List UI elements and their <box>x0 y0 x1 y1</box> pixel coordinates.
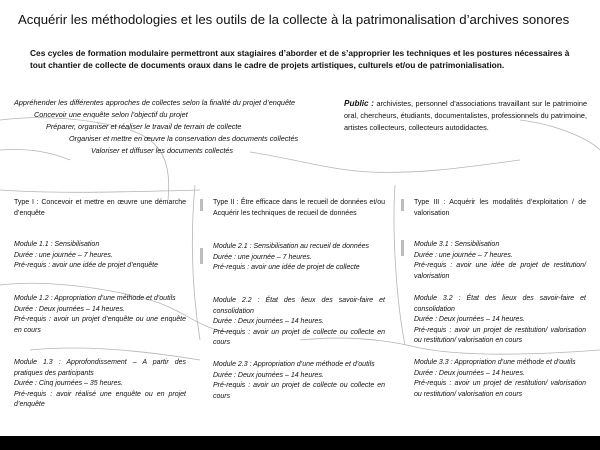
module-prerequisite: Pré-requis : avoir un projet de collecte ou collecte en cours <box>213 328 385 346</box>
module-1-2 <box>14 294 186 336</box>
module-title: Module 1.3 : Approfondissement – A partir des pratiques des participants <box>14 359 186 377</box>
module-duration: Durée : Deux journées – 14 heures. <box>414 369 525 377</box>
module-duration: Durée : une journée – 7 heures. <box>213 253 312 261</box>
column-title: Type II : Être efficace dans le recueil de données et/ou Acquérir les techniques de recueil de données <box>213 199 385 217</box>
module-3-3 <box>414 358 586 400</box>
module-title: Module 3.3 : Appropriation d’une méthode et d’outils <box>414 359 576 366</box>
module-prerequisite: Pré-requis : avoir réalisé une enquête ou en projet d’enquête <box>14 390 186 408</box>
module-title: Module 2.3 : Appropriation d’une méthode et d’outils <box>213 361 375 368</box>
objective-item: Préparer, organiser et réaliser le travail de terrain de collecte <box>46 122 242 131</box>
column-bar <box>200 248 203 264</box>
module-prerequisite: Pré-requis : avoir un projet d’enquête ou une enquête en cours <box>14 316 186 334</box>
module-prerequisite: Pré-requis : avoir une idée de projet de collecte <box>213 264 360 271</box>
module-title: Module 2.1 : Sensibilisation au recueil de données <box>213 243 370 250</box>
objective-item: Concevoir une enquête selon l’objectif du projet <box>34 110 188 119</box>
column-bar <box>401 240 404 256</box>
module-1-1 <box>14 240 186 272</box>
column-title: Type I : Concevoir et mettre en œuvre une démarche d’enquête <box>14 199 186 217</box>
module-3-1 <box>414 240 586 282</box>
module-1-3 <box>14 358 186 411</box>
public-paragraph <box>344 98 587 134</box>
intro-paragraph: Ces cycles de formation modulaire permettront aux stagiaires d’aborder et de s’approprier les techniques et les postures nécessaires à tout chantier de collecte de documents oraux dans le cadre de projets artistiques, culturels et/ou de patrimonialisation. <box>30 48 570 70</box>
module-prerequisite: Pré-requis : avoir un projet de collecte ou collecte en cours <box>213 382 385 400</box>
column-type-3 <box>414 198 586 398</box>
module-duration: Durée : une journée – 7 heures. <box>14 251 113 259</box>
module-duration: Durée : une journée – 7 heures. <box>414 251 513 259</box>
module-title: Module 2.2 : État des lieux des savoir-faire et consolidation <box>213 297 385 315</box>
column-bar <box>200 199 203 211</box>
column-type-1 <box>14 198 186 408</box>
page-title: Acquérir les méthodologies et les outils de la collecte à la patrimonalisation d’archives sonores <box>18 12 570 27</box>
objectives-list <box>14 97 344 157</box>
module-3-2 <box>414 294 586 347</box>
module-duration: Durée : Deux journées – 14 heures. <box>213 371 324 379</box>
public-label: Public : <box>344 99 375 108</box>
module-title: Module 3.2 : État des lieux des savoir-faire et consolidation <box>414 295 586 313</box>
decor-curve <box>192 185 200 340</box>
module-duration: Durée : Cinq journées – 35 heures. <box>14 380 123 387</box>
objective-item: Organiser et mettre en œuvre la conservation des documents collectés <box>69 134 299 143</box>
module-prerequisite: Pré-requis : avoir une idée de projet de restitution/ valorisation <box>414 262 586 280</box>
module-2-1 <box>213 242 385 274</box>
public-text: archivistes, personnel d’associations travaillant sur le patrimoine oral, chercheurs, étudiants, documentalistes, professionnels du patrimoine, artistes collecteurs, collecteurs autodidactes. <box>344 99 588 132</box>
module-prerequisite: Pré-requis : avoir un projet de restitution/ valorisation ou restitution/ valorisation en cours <box>414 380 586 398</box>
module-title: Module 3.1 : Sensibilisation <box>414 241 500 248</box>
column-type-2 <box>213 198 385 400</box>
module-title: Module 1.2 : Appropriation d’une méthode et d’outils <box>14 295 176 302</box>
module-2-2 <box>213 296 385 349</box>
module-2-3 <box>213 360 385 402</box>
module-title: Module 1.1 : Sensibilisation <box>14 241 100 248</box>
module-prerequisite: Pré-requis : avoir une idée de projet d’enquête <box>14 262 158 269</box>
column-title: Type III : Acquérir les modalités d’exploitation / de valorisation <box>414 199 586 217</box>
module-duration: Durée : Deux journées – 14 heures. <box>414 316 525 323</box>
column-bar <box>401 199 404 211</box>
module-duration: Durée : Deux journées – 14 heures. <box>14 305 125 313</box>
objective-item: Appréhender les différentes approches de collectes selon la finalité du projet d’enquête <box>14 98 296 107</box>
decor-curve <box>0 190 200 192</box>
module-duration: Durée : Deux journées – 14 heures. <box>213 318 324 325</box>
objective-item: Valoriser et diffuser les documents collectés <box>91 146 234 155</box>
module-prerequisite: Pré-requis : avoir un projet de restitution/ valorisation ou restitution/ valorisation en cours <box>414 326 586 344</box>
